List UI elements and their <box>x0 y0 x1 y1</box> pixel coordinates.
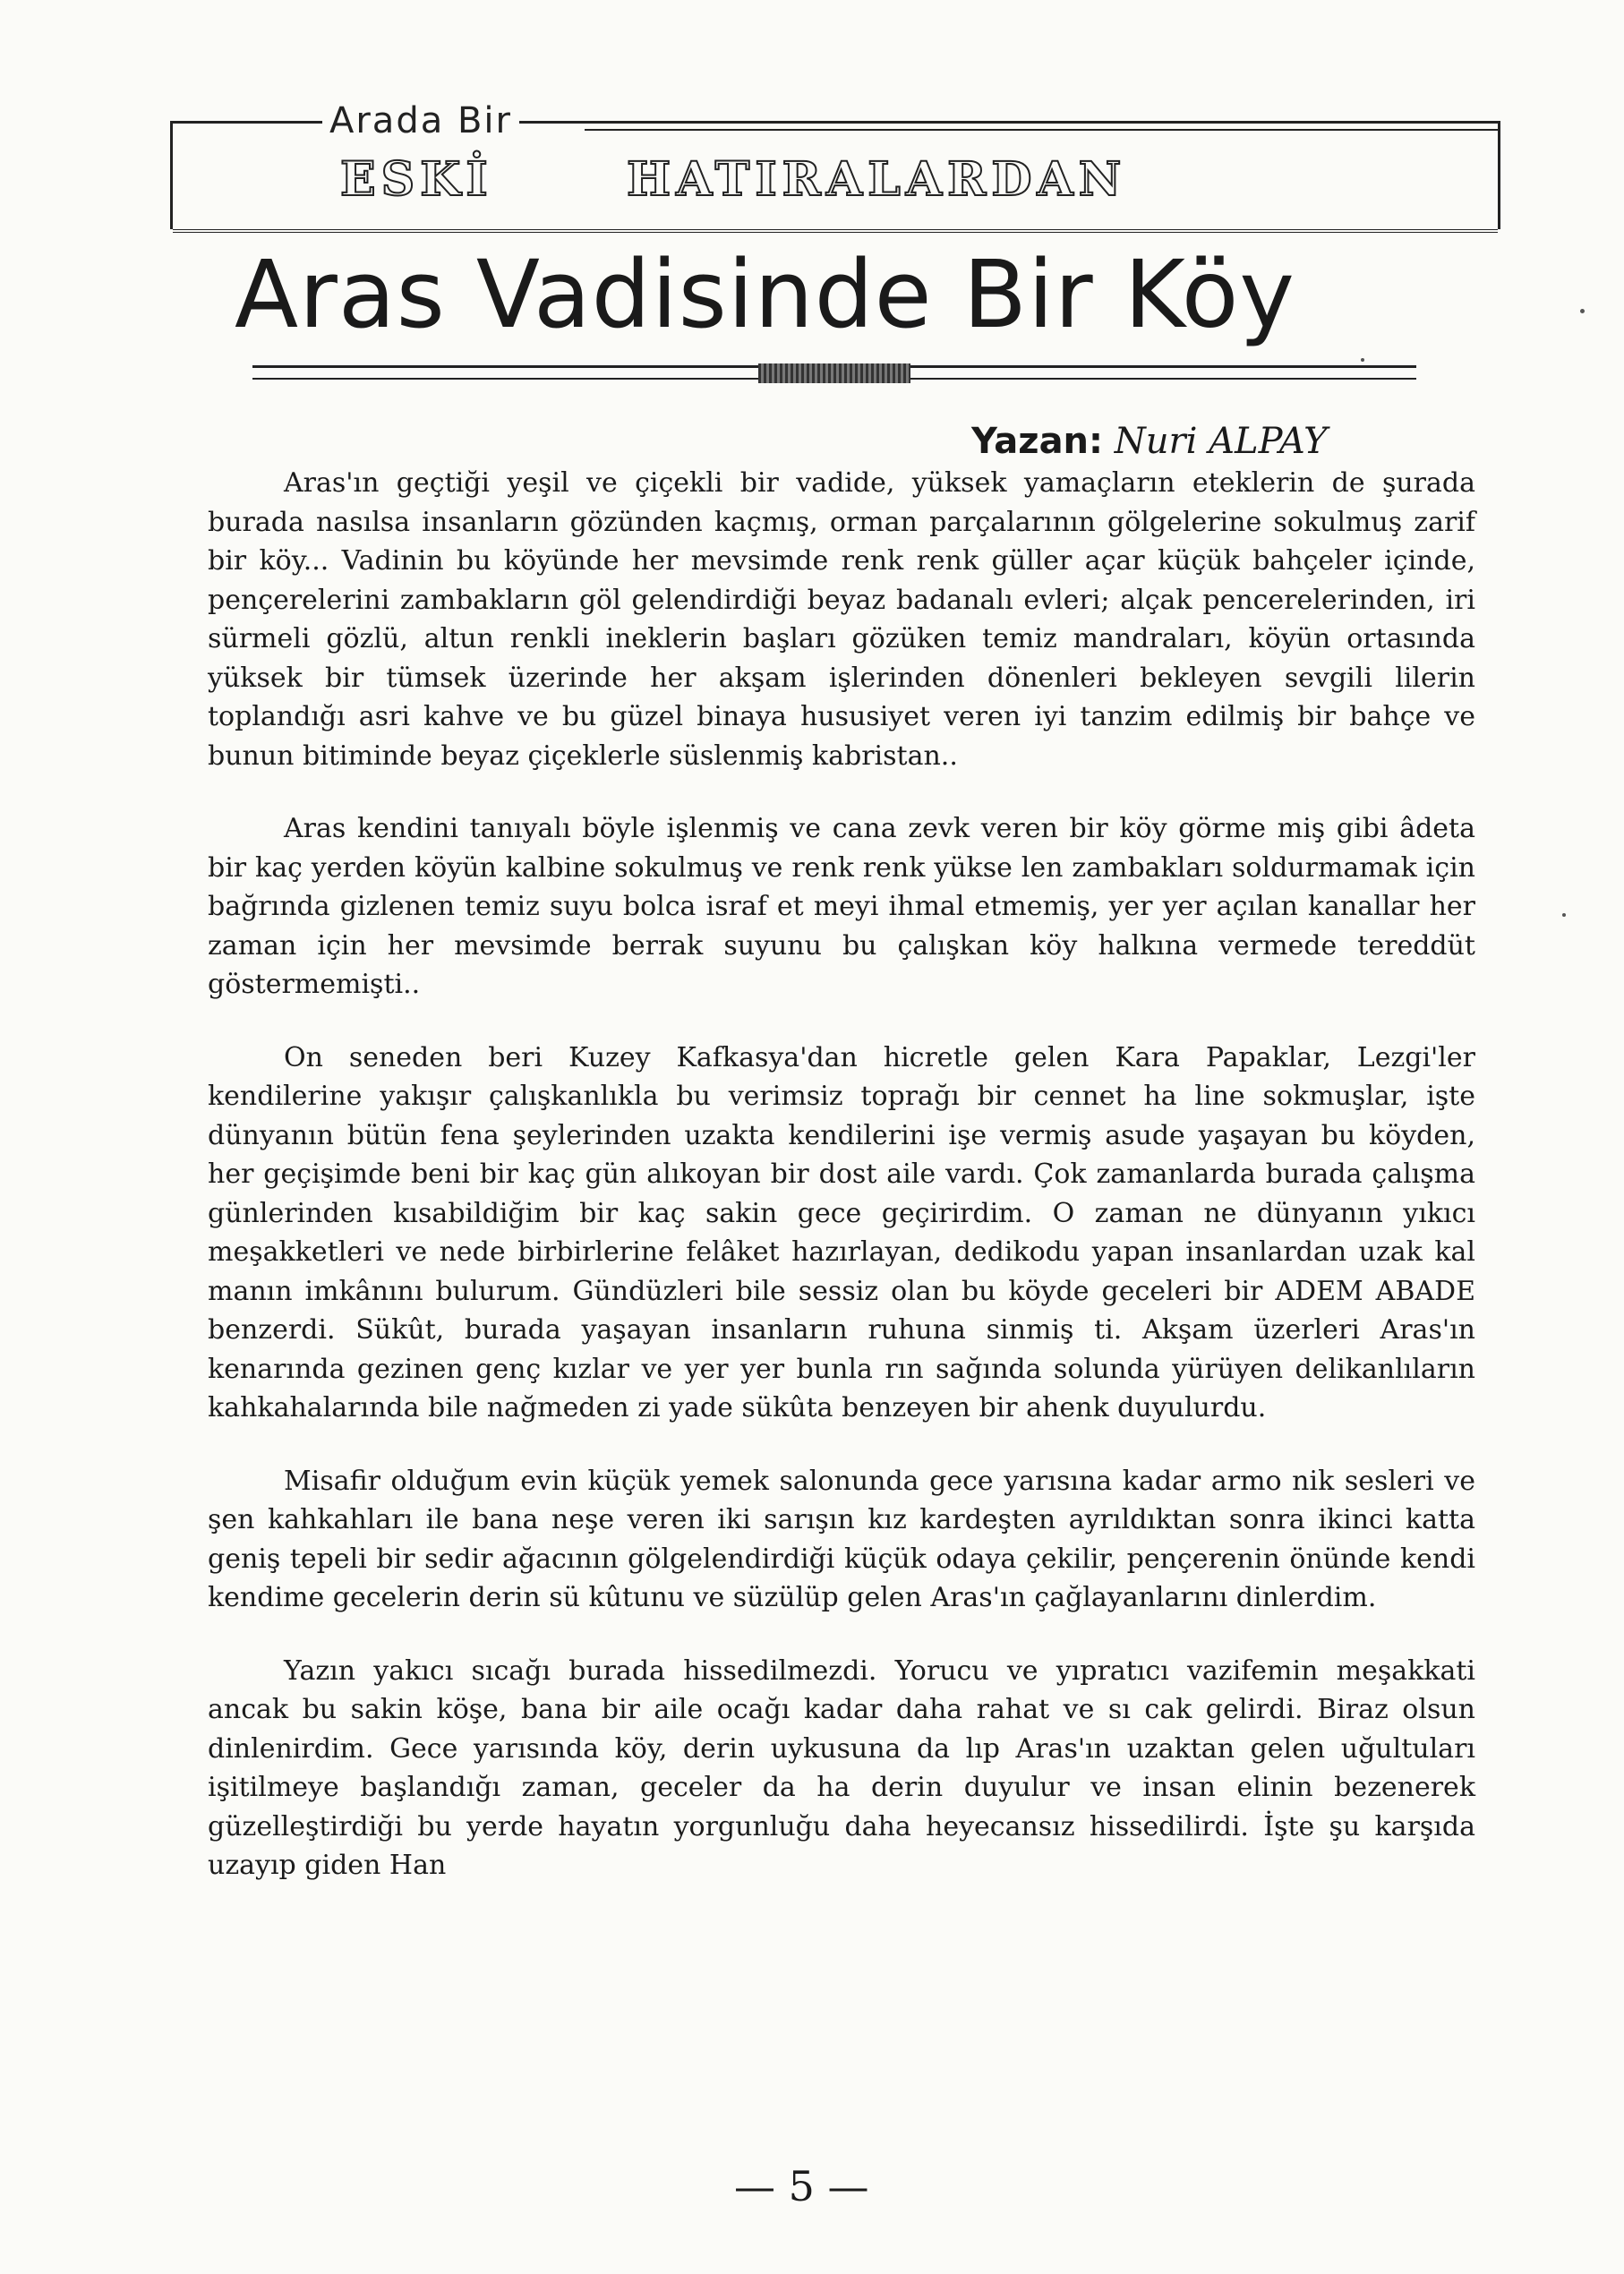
scan-speck <box>1361 358 1364 362</box>
header-series-left: ESKİ <box>340 152 493 207</box>
scan-speck <box>1562 913 1566 917</box>
title-divider <box>252 365 1416 387</box>
paragraph-5: Yazın yakıcı sıcağı burada hissedilmezdi. Yorucu ve yıpratıcı vazifemin meşakkati ancak bu sakin köşe, bana bir aile ocağı kadar daha rahat ve sı cak gelirdi. Biraz olsun dinlenirdim. Gece yarısında köy, derin uykusuna da lıp Aras'ın uzaktan gelen uğultuları işitilmeye başlandığı zaman, geceler da ha derin duyulur ve insan elinin bezenerek güzelleştirdiği bu yerde hayatın yorgunluğu daha heyecansız hissedilirdi. İşte şu karşıda uzayıp giden Han <box>208 1654 1475 1881</box>
byline-label: Yazan: <box>971 421 1104 462</box>
paragraph-1: Aras'ın geçtiği yeşil ve çiçekli bir vadide, yüksek yamaçların eteklerin de şurada burada nasılsa insanların gözünden kaçmış, orman parçalarının gölgelerine sokulmuş zarif bir köy... Vadinin bu köyünde her mevsimde renk renk güller açar küçük bahçeler içinde, pençerelerini zambakların göl gelendirdiği beyaz badanalı evleri; alçak pencerelerinden, iri sürmeli gözlü, altun renkli ineklerin başları gözüken temiz mandraları, köyün ortasında yüksek bir tümsek üzerinde her akşam işlerinden dönenleri bekleyen sevgili lilerin toplandığı asri kahve ve bu güzel binaya hususiyet veren iyi tanzim edilmiş bir bahçe ve bunun bitiminde beyaz çiçeklerle süslenmiş kabristan.. <box>208 467 1475 772</box>
header-kicker: Arada Bir <box>322 100 519 141</box>
paragraph-3: On seneden beri Kuzey Kafkasya'dan hicretle gelen Kara Papaklar, Lezgi'ler kendilerine yakışır çalışkanlıkla bu verimsiz toprağı bir cennet ha line sokmuşlar, işte dünyanın bütün fena şeylerinden uzakta kendilerini işe vermiş asude yaşayan bu köyden, her geçişimde beni bir kaç gün alıkoyan bir dost aile vardı. Çok zamanlarda burada çalışma günlerinden kısabildiğim bir kaç sakin gece geçirirdim. O zaman ne dünyanın yıkıcı meşakketleri ve nede birbirlerine felâket hazırlayan, dedikodu yapan insanlardan uzak kal manın imkânını bulurum. Gündüzleri bile sessiz olan bu köyde geceleri bir ADEM ABADE benzerdi. Sükût, burada yaşayan insanların ruhuna sinmiş ti. Akşam üzerleri Aras'ın kenarında gezinen genç kızlar ve yer yer bunla rın sağında solunda yürüyen delikanlıların kahkahalarında bile nağmeden zi yade sükûta benzeyen bir ahenk duyulurdu. <box>208 1041 1475 1423</box>
author-name: Nuri ALPAY <box>1114 421 1328 462</box>
header-rule <box>585 129 1498 131</box>
title-divider-ornament <box>758 363 910 383</box>
paragraph-4: Misafir olduğum evin küçük yemek salonunda gece yarısına kadar armo nik sesleri ve şen kahkahları ile bana neşe veren iki sarışın kız kardeşten ayrıldıktan sonra ikinci katta geniş tepeli bir sedir ağacının gölgelendirdiği küçük odaya çekilir, pençerenin önünde kendi kendime gecelerin derin sü kûtunu ve süzülüp gelen Aras'ın çağlayanlarını dinlerdim. <box>208 1465 1475 1613</box>
byline <box>971 421 1328 462</box>
scan-speck <box>1580 309 1585 313</box>
article-title: Aras Vadisinde Bir Köy <box>235 240 1295 349</box>
header-series-right: HATIRALARDAN <box>627 152 1127 207</box>
page-number: — 5 — <box>734 2162 869 2210</box>
article-body <box>208 464 1475 1919</box>
paragraph-2: Aras kendini tanıyalı böyle işlenmiş ve cana zevk veren bir köy görme miş gibi âdeta bir kaç yerden köyün kalbine sokulmuş ve renk renk yükse len zambakları soldurmamak için bağrında gizlenen temiz suyu bolca israf et meyi ihmal etmemiş, yer yer açılan kanallar her zaman için her mevsimde berrak suyunu bu çalışkan köy halkına vermede tereddüt göstermemişti.. <box>208 813 1475 1000</box>
header-bottom-rule <box>173 229 1498 233</box>
